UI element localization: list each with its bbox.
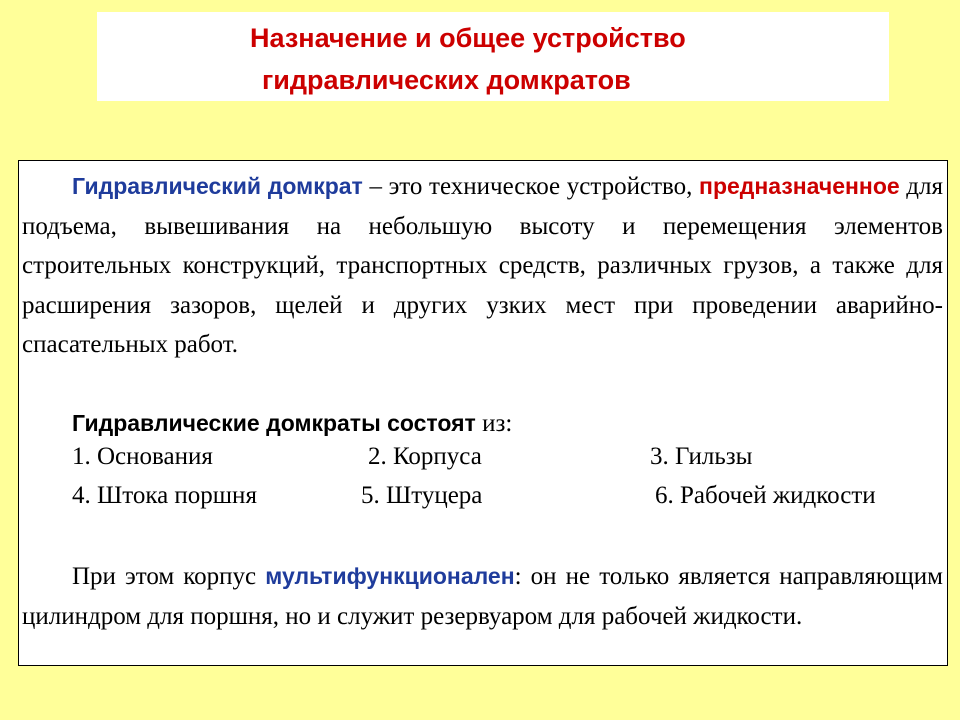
definition-rest: для подъема, вывешивания на небольшую высоту и перемещения элементов строительных конструкций, транспортных средств, различных грузов, а также для расширения зазоров, щелей и других узких мест при проведении аварийно-спасательных работ. — [22, 173, 944, 358]
components-row-1 — [72, 437, 952, 476]
content-box — [18, 160, 948, 666]
title-line-2: гидравлических домкратов — [262, 65, 631, 95]
title-line-1: Назначение и общее устройство — [250, 23, 686, 53]
component-item: 2. Корпуса — [368, 443, 482, 470]
note-rest: : он не только является направляющим цилиндром для поршня, но и служит резервуаром для рабочей жидкости. — [22, 563, 943, 630]
definition-paragraph — [22, 167, 943, 365]
definition-key-word: предназначенное — [699, 173, 900, 199]
component-item: 3. Гильзы — [650, 443, 753, 470]
component-item: 6. Рабочей жидкости — [655, 482, 876, 509]
components-intro-bold: Гидравлические домкраты состоят — [72, 410, 476, 436]
component-item: 4. Штока поршня — [72, 482, 257, 509]
components-row-2 — [72, 476, 952, 515]
components-intro-rest: из: — [475, 410, 513, 437]
note-key-word: мультифункционален — [265, 563, 515, 589]
component-item: 1. Основания — [72, 443, 213, 470]
title-box — [97, 12, 889, 101]
note-paragraph — [22, 557, 943, 636]
component-item: 5. Штуцера — [361, 482, 483, 509]
definition-dash-text: – это техническое устройство, — [362, 173, 700, 200]
definition-term: Гидравлический домкрат — [72, 173, 363, 199]
note-start: При этом корпус — [72, 563, 266, 590]
